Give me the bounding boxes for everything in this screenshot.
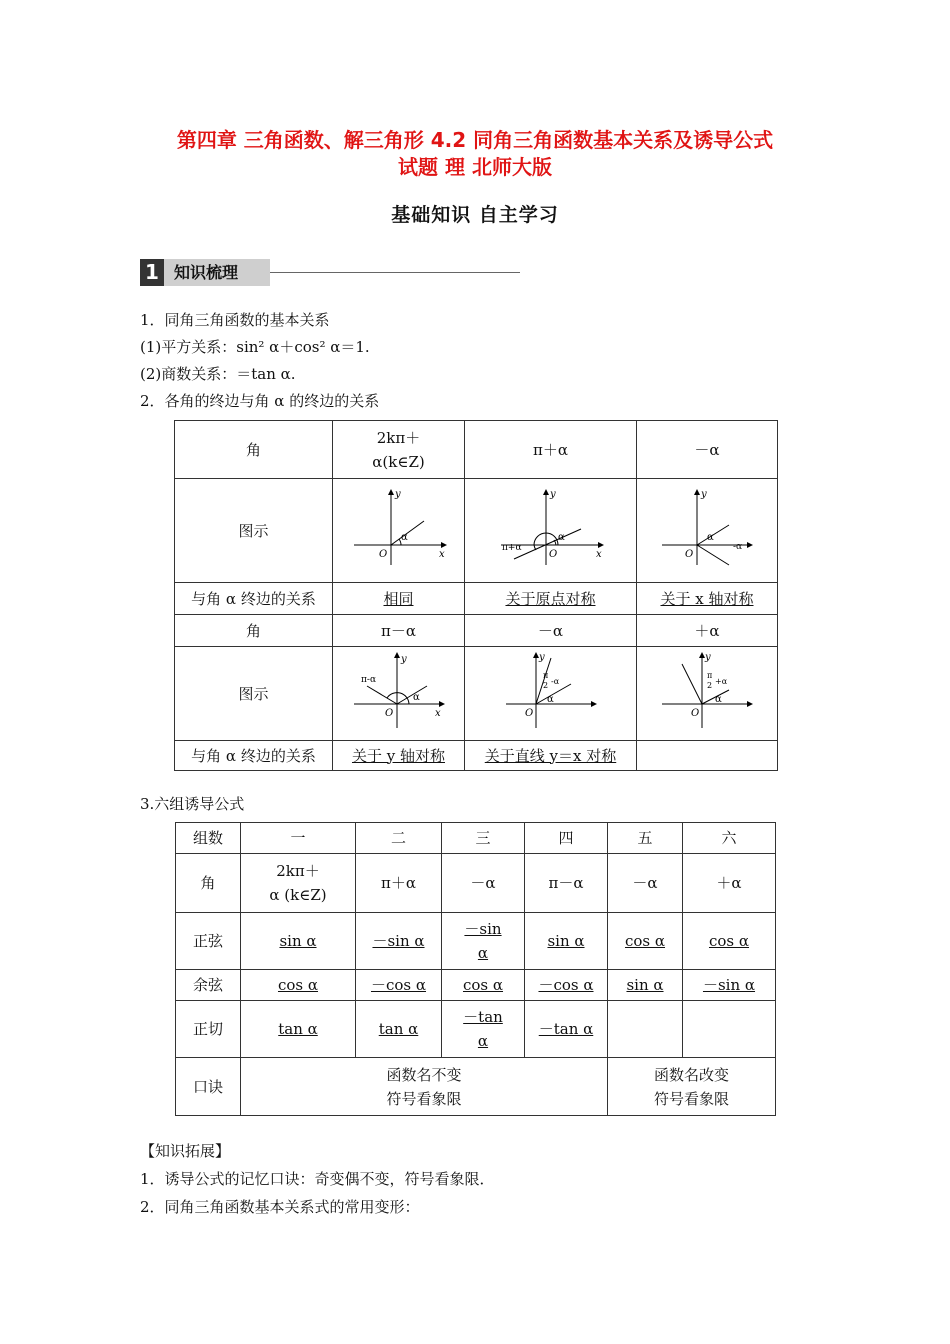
svg-text:O: O: [378, 549, 387, 560]
row-label-mnemonic: 口诀: [176, 1058, 241, 1116]
tan-cell: －tan α: [442, 1001, 525, 1058]
svg-text:α: α: [412, 692, 420, 703]
angle-2kpi: 2kπ＋: [276, 862, 320, 880]
relation-cell: [465, 583, 637, 615]
svg-text:π: π: [542, 671, 548, 680]
sin-cell: cos α: [683, 913, 776, 970]
angle-cell: π＋α: [465, 421, 637, 479]
angle-cell: π－α: [333, 615, 465, 647]
tan-cell: tan α: [356, 1001, 442, 1058]
relation-cell: [333, 583, 465, 615]
svg-text:α: α: [546, 694, 554, 705]
angle-cell: π＋α: [356, 854, 442, 913]
row-label-cos: 余弦: [176, 970, 241, 1001]
angle-cell: －α: [608, 854, 683, 913]
fig-pi-minus: [349, 650, 449, 730]
sin-cell: sin α: [241, 913, 356, 970]
svg-text:-α: -α: [550, 677, 559, 686]
svg-text:2: 2: [707, 681, 713, 690]
para-basic-relations: 1．同角三角函数的基本关系: [140, 311, 330, 329]
angle-cell: －α: [442, 854, 525, 913]
fig-pi-plus: [496, 487, 606, 567]
row-label-angle: 角: [176, 854, 241, 913]
angle-cell: －α: [637, 421, 778, 479]
para-square-relation: (1)平方关系：sin² α＋cos² α＝1.: [140, 338, 370, 356]
subheading: 基础知识 自主学习: [391, 204, 559, 226]
svg-text:y: y: [701, 489, 707, 500]
angle-2kpi: 2kπ＋: [376, 428, 421, 447]
sin-cell: －sin α: [442, 913, 525, 970]
fig-2kpi: [349, 487, 449, 567]
tan-cell-empty: [608, 1001, 683, 1058]
figure-header: 图示: [175, 479, 333, 583]
figure-cell: [637, 647, 778, 741]
section-label: 知识梳理: [164, 259, 270, 286]
relation-y-eq-x: 关于直线 y＝x 对称: [484, 746, 617, 765]
cos-cell: －sin α: [683, 970, 776, 1001]
angle-cell: [333, 421, 465, 479]
header-cell: 六: [683, 823, 776, 854]
angle-2kpi-k: α(k∈Z): [372, 452, 425, 471]
mnemonic-unchanged: 函数名不变 符号看象限: [241, 1058, 608, 1116]
figure-header: 图示: [175, 647, 333, 741]
svg-text:x: x: [434, 708, 441, 719]
cos-cell: sin α: [608, 970, 683, 1001]
header-cell: 五: [608, 823, 683, 854]
sin-cell: cos α: [608, 913, 683, 970]
relation-cell-empty: [637, 741, 778, 771]
relation-cell: [637, 583, 778, 615]
angle-cell: ＋α: [637, 615, 778, 647]
svg-text:x: x: [438, 549, 445, 560]
para-terminal-sides: 2．各角的终边与角 α 的终边的关系: [140, 392, 380, 410]
doc-title-line2: 试题 理 北师大版: [398, 155, 552, 179]
svg-text:α: α: [400, 532, 408, 543]
row-label-sin: 正弦: [176, 913, 241, 970]
angle-2kpi-k: α (k∈Z): [269, 886, 327, 904]
row-label-tan: 正切: [176, 1001, 241, 1058]
cos-cell: cos α: [442, 970, 525, 1001]
angle-cell: π－α: [525, 854, 608, 913]
header-cell: 一: [241, 823, 356, 854]
svg-text:+α: +α: [715, 677, 728, 686]
svg-text:x: x: [595, 549, 602, 560]
tan-cell: tan α: [241, 1001, 356, 1058]
svg-text:y: y: [538, 652, 545, 663]
fig-half-pi-minus: [501, 650, 601, 730]
relation-y-axis: 关于 y 轴对称: [351, 746, 445, 765]
svg-text:y: y: [400, 654, 407, 665]
relation-same: 相同: [383, 589, 414, 608]
angle-cell: －α: [465, 615, 637, 647]
doc-title-line1: 第四章 三角函数、解三角形 4.2 同角三角函数基本关系及诱导公式: [176, 128, 774, 152]
section-divider: [270, 272, 520, 273]
svg-text:O: O: [384, 708, 393, 719]
mnemonic-changed: 函数名改变 符号看象限: [608, 1058, 776, 1116]
svg-text:y: y: [394, 489, 401, 500]
figure-cell: [637, 479, 778, 583]
section-number: 1: [140, 259, 164, 286]
para-quotient-relation: (2)商数关系：＝tan α.: [140, 365, 296, 383]
induction-formula-table: [175, 822, 776, 1116]
header-cell: 三: [442, 823, 525, 854]
svg-text:π-α: π-α: [360, 675, 376, 685]
svg-text:π+α: π+α: [501, 543, 522, 553]
relation-origin: 关于原点对称: [505, 589, 596, 608]
angle-cell: ＋α: [683, 854, 776, 913]
figure-cell: [465, 479, 637, 583]
figure-cell: [333, 647, 465, 741]
relation-header: 与角 α 终边的关系: [175, 741, 333, 771]
knowledge-extension-2: 2．同角三角函数基本关系式的常用变形：: [140, 1198, 420, 1216]
header-group: 组数: [176, 823, 241, 854]
header-cell: 二: [356, 823, 442, 854]
svg-text:α: α: [557, 532, 565, 543]
terminal-side-table: [174, 420, 778, 771]
svg-text:O: O: [691, 708, 700, 719]
tan-cell: －tan α: [525, 1001, 608, 1058]
sin-cell: sin α: [525, 913, 608, 970]
fig-neg-alpha: [657, 487, 757, 567]
relation-x-axis: 关于 x 轴对称: [660, 589, 754, 608]
knowledge-extension-1: 1．诱导公式的记忆口诀：奇变偶不变，符号看象限．: [140, 1170, 495, 1188]
sin-cell: －sin α: [356, 913, 442, 970]
fig-half-pi-plus: [657, 650, 757, 730]
figure-cell: [465, 647, 637, 741]
knowledge-extension-title: 【知识拓展】: [140, 1142, 231, 1160]
header-cell: 四: [525, 823, 608, 854]
svg-text:2: 2: [542, 681, 548, 690]
para-six-formulas: 3.六组诱导公式: [140, 795, 245, 813]
figure-cell: [333, 479, 465, 583]
svg-text:y: y: [705, 652, 711, 663]
relation-header: 与角 α 终边的关系: [175, 583, 333, 615]
svg-text:O: O: [548, 549, 557, 560]
cos-cell: －cos α: [525, 970, 608, 1001]
relation-cell: [333, 741, 465, 771]
svg-text:O: O: [524, 708, 533, 719]
relation-cell: [465, 741, 637, 771]
svg-text:y: y: [549, 489, 556, 500]
angle-header: 角: [175, 615, 333, 647]
svg-text:α: α: [715, 694, 722, 705]
cos-cell: cos α: [241, 970, 356, 1001]
angle-header: 角: [175, 421, 333, 479]
section-header: [140, 259, 520, 287]
tan-cell-empty: [683, 1001, 776, 1058]
svg-text:π: π: [707, 671, 713, 680]
svg-text:α: α: [707, 532, 714, 543]
svg-text:O: O: [685, 549, 694, 560]
cos-cell: －cos α: [356, 970, 442, 1001]
angle-cell: [241, 854, 356, 913]
svg-text:-α: -α: [733, 542, 743, 552]
